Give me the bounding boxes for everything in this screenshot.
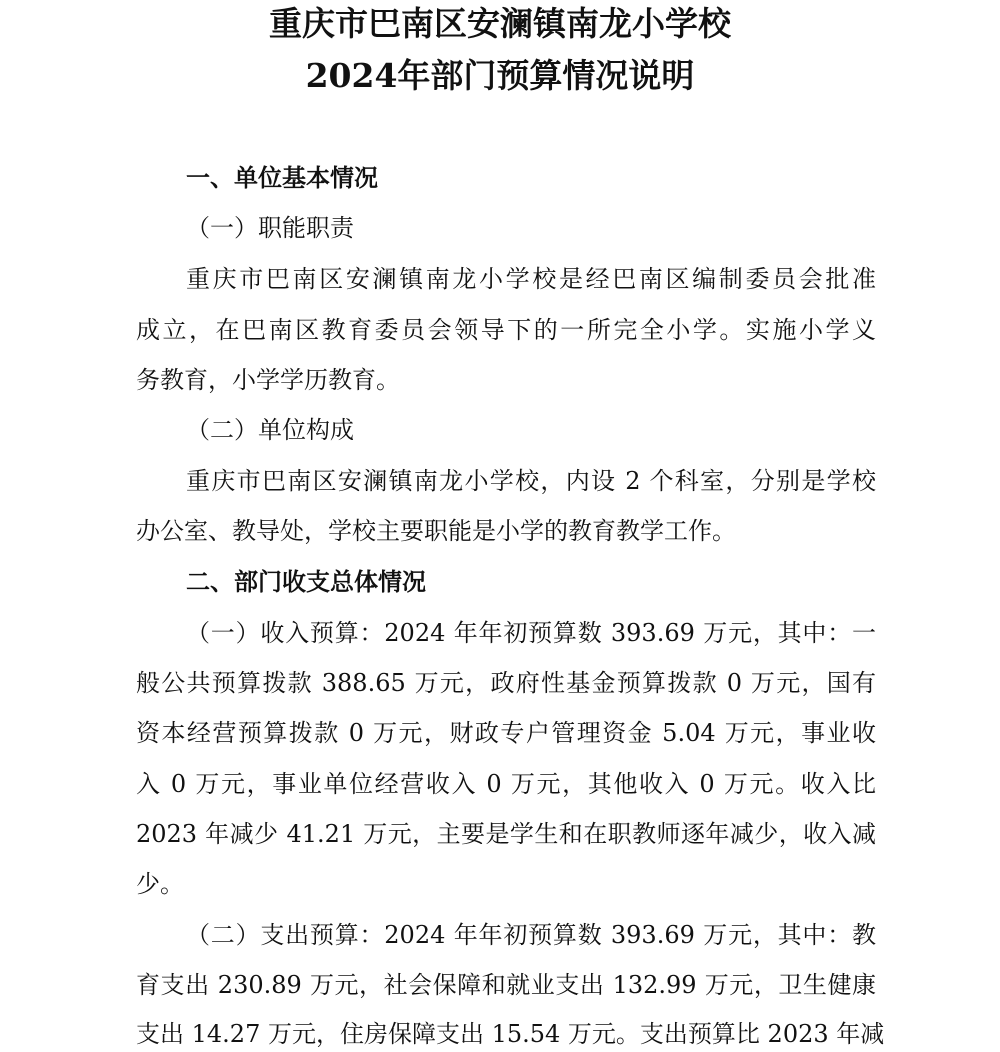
document-title-line2: 2024年部门预算情况说明 (305, 56, 695, 95)
section1-sub1-heading: （一）职能职责 (186, 214, 354, 242)
paragraph-line: 重庆市巴南区安澜镇南龙小学校是经巴南区编制委员会批准 (186, 265, 876, 293)
section1-sub2-heading: （二）单位构成 (186, 416, 354, 444)
section1-heading: 一、单位基本情况 (186, 163, 378, 192)
section2-heading: 二、部门收支总体情况 (186, 567, 426, 596)
paragraph-line: （一）收入预算：2024 年年初预算数 393.69 万元，其中：一 (186, 619, 876, 647)
paragraph-line: 少。 (136, 870, 184, 898)
paragraph-line: 2023 年减少 41.21 万元，主要是学生和在职教师逐年减少，收入减 (136, 820, 876, 848)
paragraph-line: 般公共预算拨款 388.65 万元，政府性基金预算拨款 0 万元，国有 (136, 669, 876, 697)
paragraph-line: 入 0 万元，事业单位经营收入 0 万元，其他收入 0 万元。收入比 (136, 770, 876, 798)
paragraph-line: 资本经营预算拨款 0 万元，财政专户管理资金 5.04 万元，事业收 (136, 719, 876, 747)
paragraph-line: 成立，在巴南区教育委员会领导下的一所完全小学。实施小学义 (136, 316, 876, 344)
paragraph-line: 支出 14.27 万元，住房保障支出 15.54 万元。支出预算比 2023 年减 (136, 1020, 885, 1048)
paragraph-line: 育支出 230.89 万元，社会保障和就业支出 132.99 万元，卫生健康 (136, 971, 876, 999)
paragraph-line: 重庆市巴南区安澜镇南龙小学校，内设 2 个科室，分别是学校 (186, 467, 876, 495)
paragraph-line: 务教育，小学学历教育。 (136, 366, 400, 394)
paragraph-line: （二）支出预算：2024 年年初预算数 393.69 万元，其中：教 (186, 921, 876, 949)
document-title-line1: 重庆市巴南区安澜镇南龙小学校 (269, 4, 731, 43)
paragraph-line: 办公室、教导处，学校主要职能是小学的教育教学工作。 (136, 517, 736, 545)
